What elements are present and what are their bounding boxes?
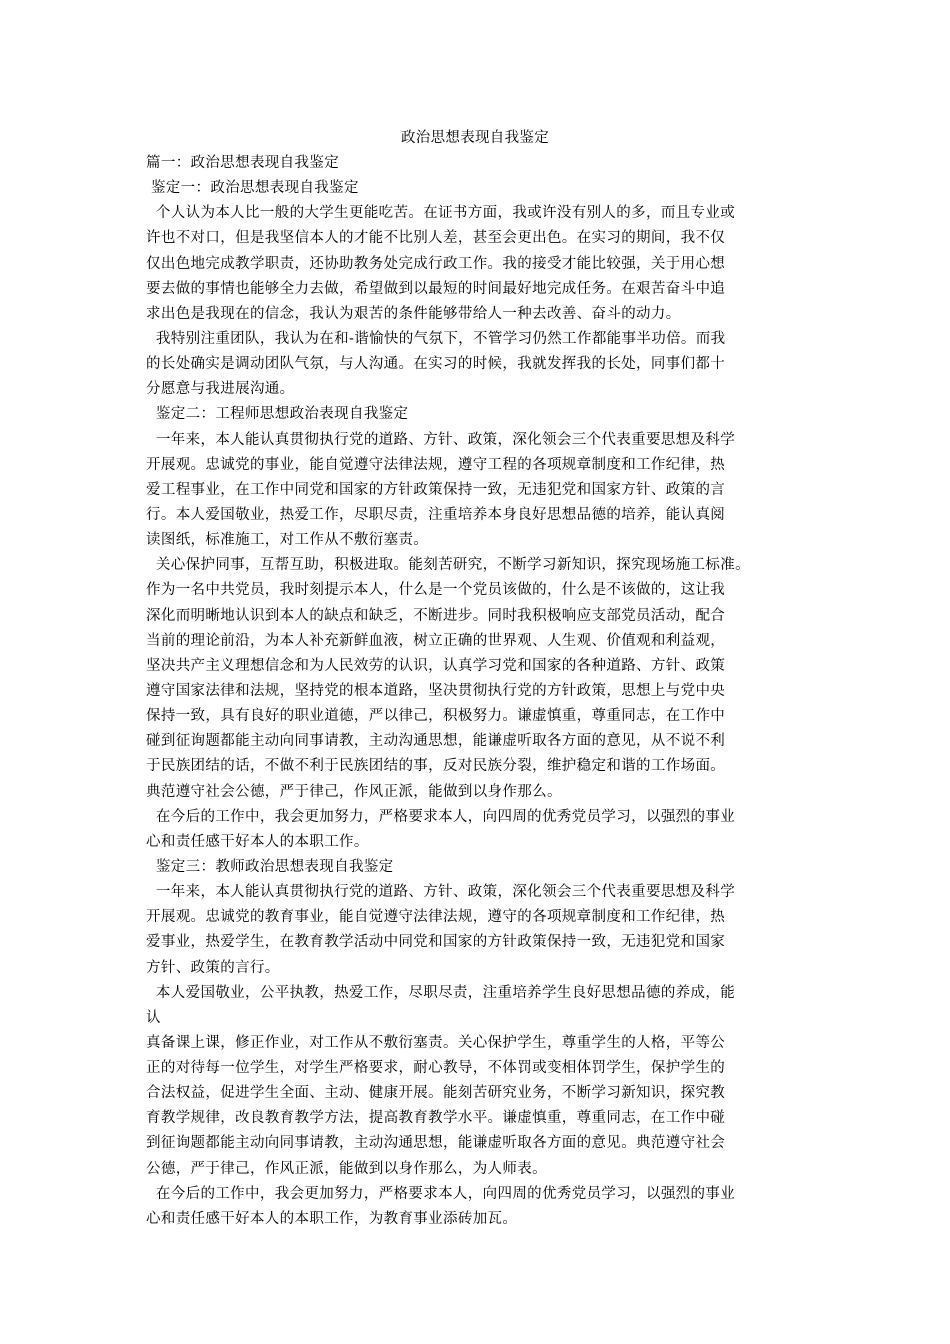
text-line: 合法权益，促进学生全面、主动、健康开展。能刻苦研究业务，不断学习新知识，探究教 [146,1085,726,1102]
text-line: 仅出色地完成教学职责，还协助教务处完成行政工作。我的接受才能比较强，关于用心想 [146,255,726,272]
text-line: 的长处确实是调动团队气氛，与人沟通。在实习的时候，我就发挥我的长处，同事们都十 [146,356,726,373]
document-body [146,151,822,1232]
text-line: 分愿意与我进展沟通。 [146,381,295,398]
text-line: 读图纸，标准施工，对工作从不敷衍塞责。 [146,532,429,549]
text-line: 作为一名中共党员，我时刻提示本人，什么是一个党员该做的，什么是不该做的，这让我 [146,582,726,599]
text-line: 认 [146,1009,161,1026]
text-line: 保持一致，具有良好的职业道德，严以律己，积极努力。谦虚慎重，尊重同志，在工作中 [146,708,726,725]
text-line: 碰到征询题都能主动向同事请教，主动沟通思想，能谦虚听取各方面的意见，从不说不利 [146,733,726,750]
text-line: 坚决共产主义理想信念和为人民效劳的认识，认真学习党和国家的各种道路、方针、政策 [146,657,726,674]
text-line: 当前的理论前沿，为本人补充新鲜血液，树立正确的世界观、人生观、价值观和利益观， [146,632,726,649]
document-title: 政治思想表现自我鉴定 [401,130,549,146]
text-line: 遵守国家法律和法规，坚持党的根本道路，坚决贯彻执行党的方针政策，思想上与党中央 [146,682,726,699]
text-line: 典范遵守社会公德，严于律己，作风正派，能做到以身作那么。 [146,783,562,800]
text-line: 许也不对口，但是我坚信本人的才能不比别人差，甚至会更出色。在实习的期间，我不仅 [146,230,726,247]
text-line: 正的对待每一位学生，对学生严格要求，耐心教导，不体罚或变相体罚学生，保护学生的 [146,1060,726,1077]
text-line: 方针、政策的言行。 [146,959,280,976]
text-line: 公德，严于律己，作风正派，能做到以身作那么，为人师表。 [146,1160,547,1177]
text-line: 本人爱国敬业，公平执教，热爱工作，尽职尽责，注重培养学生良好思想品德的养成，能 [146,984,736,1001]
text-line: 关心保护同事，互帮互助，积极进取。能刻苦研究，不断学习新知识，探究现场施工标准。 [146,557,750,574]
text-line: 爱工程事业，在工作中同党和国家的方针政策保持一致，无违犯党和国家方针、政策的言 [146,481,726,498]
text-line: 鉴定二：工程师思想政治表现自我鉴定 [146,406,409,423]
text-line: 育教学规律，改良教育教学方法，提高教育教学水平。谦虚慎重，尊重同志，在工作中碰 [146,1110,726,1127]
text-line: 鉴定三：教师政治思想表现自我鉴定 [146,858,394,875]
text-line: 开展观。忠诚党的教育事业，能自觉遵守法律法规，遵守的各项规章制度和工作纪律，热 [146,909,726,926]
text-line: 真备课上课，修正作业，对工作从不敷衍塞责。关心保护学生，尊重学生的人格，平等公 [146,1034,726,1051]
text-line: 个人认为本人比一般的大学生更能吃苦。在证书方面，我或许没有别人的多，而且专业或 [146,205,736,222]
text-line: 篇一：政治思想表现自我鉴定 [146,155,340,171]
text-line: 开展观。忠诚党的事业，能自觉遵守法律法规，遵守工程的各项规章制度和工作纪律，热 [146,456,726,473]
text-line: 我特别注重团队，我认为在和-谐愉快的气氛下，不管学习仍然工作都能事半功倍。而我 [146,330,726,347]
text-line: 在今后的工作中，我会更加努力，严格要求本人，向四周的优秀党员学习，以强烈的事业 [146,808,736,825]
text-line: 求出色是我现在的信念，我认为艰苦的条件能够带给人一种去改善、奋斗的动力。 [146,305,681,322]
text-line: 一年来，本人能认真贯彻执行党的道路、方针、政策，深化领会三个代表重要思想及科学 [146,431,736,448]
text-line: 要去做的事情也能够全力去做，希望做到以最短的时间最好地完成任务。在艰苦奋斗中追 [146,280,726,297]
text-line: 在今后的工作中，我会更加努力，严格要求本人，向四周的优秀党员学习，以强烈的事业 [146,1185,736,1202]
text-line: 心和责任感干好本人的本职工作，为教育事业添砖加瓦。 [146,1210,518,1227]
text-line: 鉴定一：政治思想表现自我鉴定 [146,180,359,197]
text-line: 深化而明晰地认识到本人的缺点和缺乏，不断进步。同时我积极响应支部党员活动，配合 [146,607,726,624]
text-line: 行。本人爱国敬业，热爱工作，尽职尽责，注重培养本身良好思想品德的培养，能认真阅 [146,506,726,523]
text-line: 心和责任感干好本人的本职工作。 [146,833,369,850]
text-line: 爱事业，热爱学生，在教育教学活动中同党和国家的方针政策保持一致，无违犯党和国家 [146,934,726,951]
text-line: 到征询题都能主动向同事请教，主动沟通思想，能谦虚听取各方面的意见。典范遵守社会 [146,1135,726,1152]
text-line: 于民族团结的话，不做不利于民族团结的事，反对民族分裂，维护稳定和谐的工作场面。 [146,758,726,775]
text-line: 一年来，本人能认真贯彻执行党的道路、方针、政策，深化领会三个代表重要思想及科学 [146,884,736,901]
